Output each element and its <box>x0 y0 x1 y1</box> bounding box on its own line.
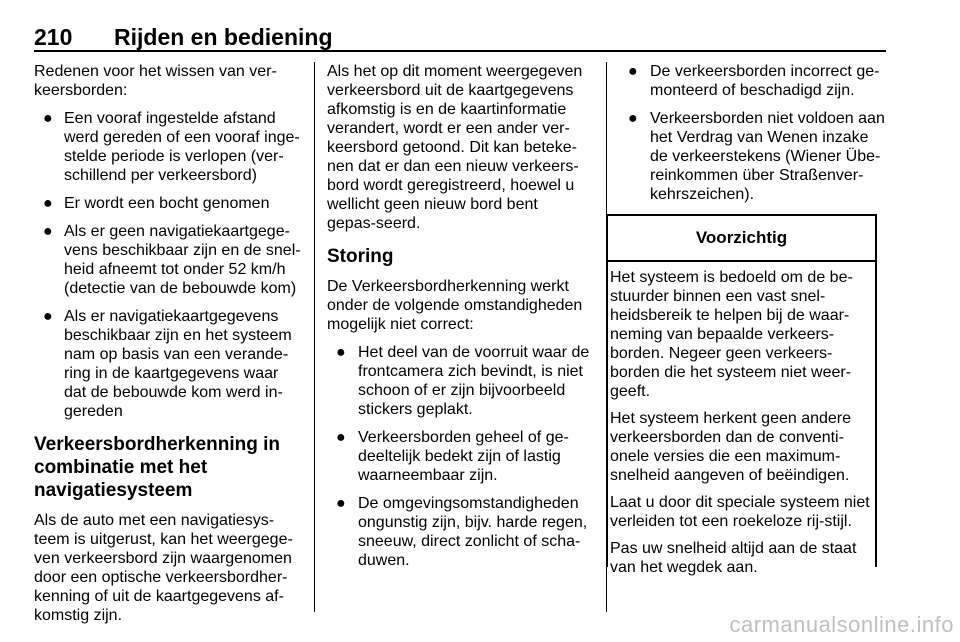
bullet-icon: ● <box>336 429 346 446</box>
column-3 <box>610 62 886 576</box>
list-item <box>34 222 302 298</box>
list-item <box>327 343 591 419</box>
caution-paragraph: Laat u door dit speciale systeem niet verleiden tot een roekeloze rij-stijl. <box>610 494 870 530</box>
list-item-text: Als er geen navigatiekaartgege-vens beschikbaar zijn en de snel-heid afneemt tot onder 52 km/h (detectie van de bebouwde kom) <box>64 223 301 297</box>
list-item-text: De verkeersborden incorrect ge-monteerd of beschadigd zijn. <box>650 63 880 99</box>
col2-bullet-list <box>327 343 591 570</box>
column-divider-1 <box>314 62 315 612</box>
caution-title: Voorzichtig <box>608 216 875 262</box>
page-title: Rijden en bediening <box>114 24 333 50</box>
list-item-text: Verkeersborden niet voldoen aan het Verdrag van Wenen inzake de verkeerstekens (Wiener Übe-reinkommen über Straßenver-kehrszeichen). <box>650 110 885 203</box>
col1-paragraph: Als de auto met een navigatiesys-teem is uitgerust, kan het weergege-ven verkeersbord zijn waargenomen door een optische verkeersbordher-kenning of uit de kaartgegevens af-komstig zijn. <box>34 512 293 624</box>
caution-paragraph: Pas uw snelheid altijd aan de staat van het wegdek aan. <box>610 540 857 576</box>
list-item <box>34 109 302 185</box>
list-item-text: De omgevingsomstandigheden ongunstig zijn, bijv. harde regen, sneeuw, direct zonlicht of scha-duwen. <box>358 495 588 569</box>
list-item <box>34 194 302 213</box>
caution-paragraph: Het systeem herkent geen andere verkeersborden dan de conventi-onele versies die een maximum-snelheid aangeven of beëindigen. <box>610 410 852 484</box>
caution-paragraph: Het systeem is bedoeld om de be-stuurder binnen een vast snel-heidsbereik te helpen bij de waar-neming van bepaalde verkeers-borden. Negeer geen verkeers-borden die het systeem niet weer-geeft. <box>610 269 853 400</box>
list-item <box>327 494 591 570</box>
header-rule <box>34 50 886 52</box>
list-item <box>34 307 302 421</box>
caution-box <box>606 214 877 576</box>
watermark: carmanualsonline.info <box>729 612 954 637</box>
list-item-text: Als er navigatiekaartgegevens beschikbaar zijn en het systeem nam op basis van een verande-ring in de kaartgegevens waar dat de bebouwde kom werd in-gereden <box>64 308 292 420</box>
bullet-icon: ● <box>336 344 346 361</box>
list-item-text: Een vooraf ingestelde afstand werd gereden of een vooraf inge-stelde periode is verlopen (ver-schillend per verkeersbord) <box>64 110 300 184</box>
section-heading-navigation: Verkeersbordherkenning in combinatie met het navigatiesysteem <box>34 434 281 501</box>
col2-intro: De Verkeersbordherkenning werkt onder de volgende omstandigheden mogelijk niet correct: <box>327 278 583 333</box>
col3-bullet-list <box>619 62 886 204</box>
col2-paragraph: Als het op dit moment weergegeven verkeersbord uit de kaartgegevens afkomstig is en de kaartinformatie verandert, wordt er een ander ver-keersbord getoond. Dit kan beteke-nen dat er dan een nieuw verkeers-bord wordt geregistreerd, hoewel u wellicht geen nieuw bord bent gepas-seerd. <box>327 63 583 232</box>
page-header <box>34 22 886 52</box>
bullet-icon: ● <box>43 223 53 240</box>
column-1 <box>34 62 302 634</box>
caution-body <box>608 262 875 577</box>
col1-bullet-list <box>34 109 302 421</box>
list-item <box>619 62 886 100</box>
bullet-icon: ● <box>628 110 638 127</box>
bullet-icon: ● <box>628 63 638 80</box>
list-item <box>327 428 591 485</box>
bullet-icon: ● <box>43 195 53 212</box>
bullet-icon: ● <box>43 110 53 127</box>
bullet-icon: ● <box>336 495 346 512</box>
list-item-text: Verkeersborden geheel of ge-deeltelijk bedekt zijn of lastig waarneembaar zijn. <box>358 429 569 484</box>
list-item-text: Er wordt een bocht genomen <box>64 195 270 212</box>
col1-intro: Redenen voor het wissen van ver-keersborden: <box>34 63 277 99</box>
column-2 <box>327 62 591 579</box>
page-number: 210 <box>34 24 73 50</box>
list-item <box>619 109 886 204</box>
list-item-text: Het deel van de voorruit waar de frontcamera zich bevindt, is niet schoon of er zijn bijvoorbeeld stickers geplakt. <box>358 344 590 418</box>
section-heading-storing: Storing <box>327 246 394 267</box>
bullet-icon: ● <box>43 308 53 325</box>
